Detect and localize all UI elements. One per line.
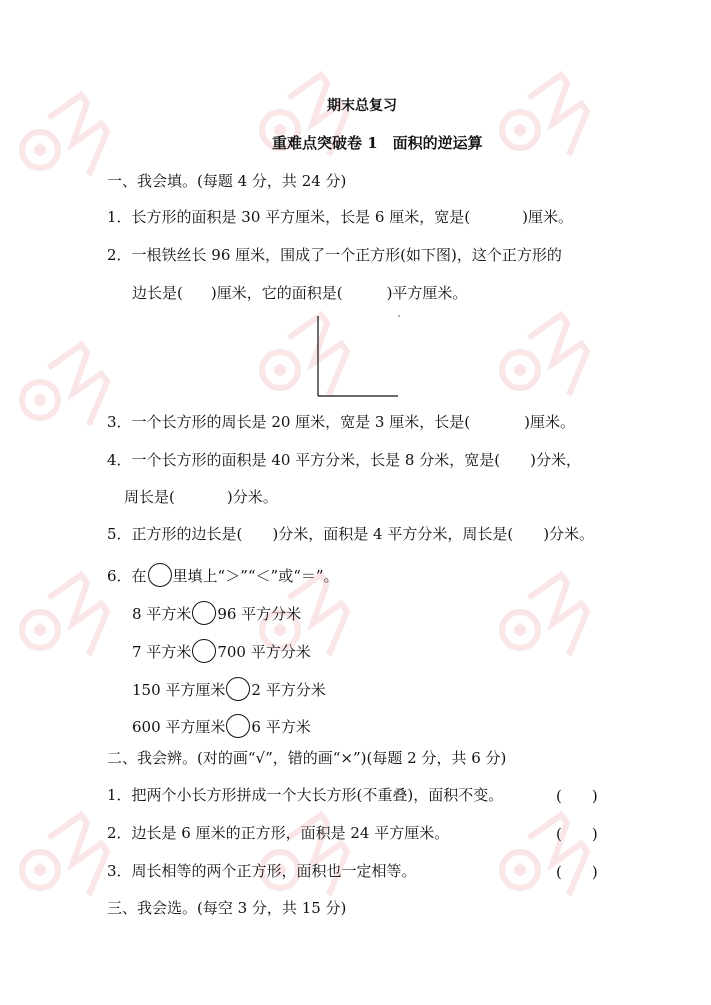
- question-1: [107, 207, 573, 227]
- compare-row-2: [132, 639, 311, 663]
- question-6-part-a: 6．在: [107, 567, 147, 585]
- question-4-line-2: [124, 487, 278, 507]
- compare-left: 7 平方米: [132, 643, 192, 661]
- question-2-line-2: [132, 283, 467, 303]
- compare-row-3: [132, 677, 326, 701]
- compare-row-1: [132, 601, 301, 625]
- question-5-part-a: 5．正方形的边长是(: [107, 525, 243, 543]
- judge-item-2: 2．边长是 6 厘米的正方形，面积是 24 平方厘米。: [107, 824, 450, 842]
- page-subtitle: 重难点突破卷 1 面积的逆运算: [272, 134, 483, 152]
- judge-answer-2[interactable]: ( ): [556, 825, 598, 843]
- question-1-text: 1．长方形的面积是 30 平方厘米，长是 6 厘米，宽是(: [107, 208, 471, 226]
- compare-right: 6 平方米: [251, 718, 311, 736]
- watermark-logo: [10, 800, 120, 910]
- answer-circle[interactable]: [192, 601, 216, 625]
- question-4-part-c: 周长是(: [124, 488, 175, 506]
- question-2-part-a: 边长是(: [132, 284, 183, 302]
- watermark-logo: [490, 800, 600, 910]
- compare-left: 600 平方厘米: [132, 718, 226, 736]
- watermark-logo: [490, 560, 600, 670]
- question-4-line-1: [107, 450, 581, 470]
- question-6: [107, 563, 339, 587]
- judge-answer-1[interactable]: ( ): [556, 787, 598, 805]
- compare-right: 96 平方分米: [217, 605, 302, 623]
- compare-row-4: [132, 714, 311, 738]
- watermark-logo: [250, 800, 360, 910]
- watermark-logo: [490, 60, 600, 170]
- question-1-unit: )厘米。: [522, 208, 573, 226]
- watermark-logo: [10, 80, 120, 190]
- question-4-part-a: 4．一个长方形的面积是 40 平方分米，长是 8 分米，宽是(: [107, 451, 501, 469]
- question-3-text: 3．一个长方形的周长是 20 厘米，宽是 3 厘米，长是(: [107, 413, 471, 431]
- compare-right: 2 平方分米: [251, 681, 326, 699]
- question-4-part-d: )分米。: [226, 488, 278, 506]
- question-4-part-b: )分米，: [530, 451, 581, 469]
- square-corner-dot: [398, 315, 399, 316]
- compare-left: 8 平方米: [132, 605, 192, 623]
- question-6-part-b: 里填上“＞”“＜”或“＝”。: [172, 567, 339, 585]
- question-5-part-c: )分米。: [543, 525, 595, 543]
- answer-circle[interactable]: [192, 639, 216, 663]
- question-5-part-b: )分米，面积是 4 平方分米，周长是(: [272, 525, 514, 543]
- section-1-heading: 一、我会填。(每题 4 分，共 24 分): [107, 172, 347, 190]
- question-3-unit: )厘米。: [524, 413, 575, 431]
- square-figure: [310, 310, 410, 402]
- judge-item-3: 3．周长相等的两个正方形，面积也一定相等。: [107, 862, 417, 880]
- judge-item-1: 1．把两个小长方形拼成一个大长方形(不重叠)，面积不变。: [107, 786, 504, 804]
- question-2-line-1: 2．一根铁丝长 96 厘米，围成了一个正方形(如下图)，这个正方形的: [107, 246, 562, 264]
- question-3: [107, 412, 575, 432]
- watermark-logo: [10, 330, 120, 440]
- compare-left: 150 平方厘米: [132, 681, 226, 699]
- compare-right: 700 平方分米: [217, 643, 311, 661]
- watermark-logo: [490, 300, 600, 410]
- answer-circle[interactable]: [226, 714, 250, 738]
- question-2-part-b: )厘米，它的面积是(: [210, 284, 343, 302]
- answer-circle[interactable]: [148, 563, 172, 587]
- answer-circle[interactable]: [226, 677, 250, 701]
- page-title: 期末总复习: [327, 98, 397, 114]
- section-2-heading: 二、我会辨。(对的画“√”，错的画“×”)(每题 2 分，共 6 分): [107, 749, 507, 767]
- judge-answer-3[interactable]: ( ): [556, 863, 598, 881]
- watermark-logo: [10, 560, 120, 670]
- section-3-heading: 三、我会选。(每空 3 分，共 15 分): [107, 899, 347, 917]
- question-5: [107, 524, 594, 544]
- question-2-part-c: )平方厘米。: [386, 284, 468, 302]
